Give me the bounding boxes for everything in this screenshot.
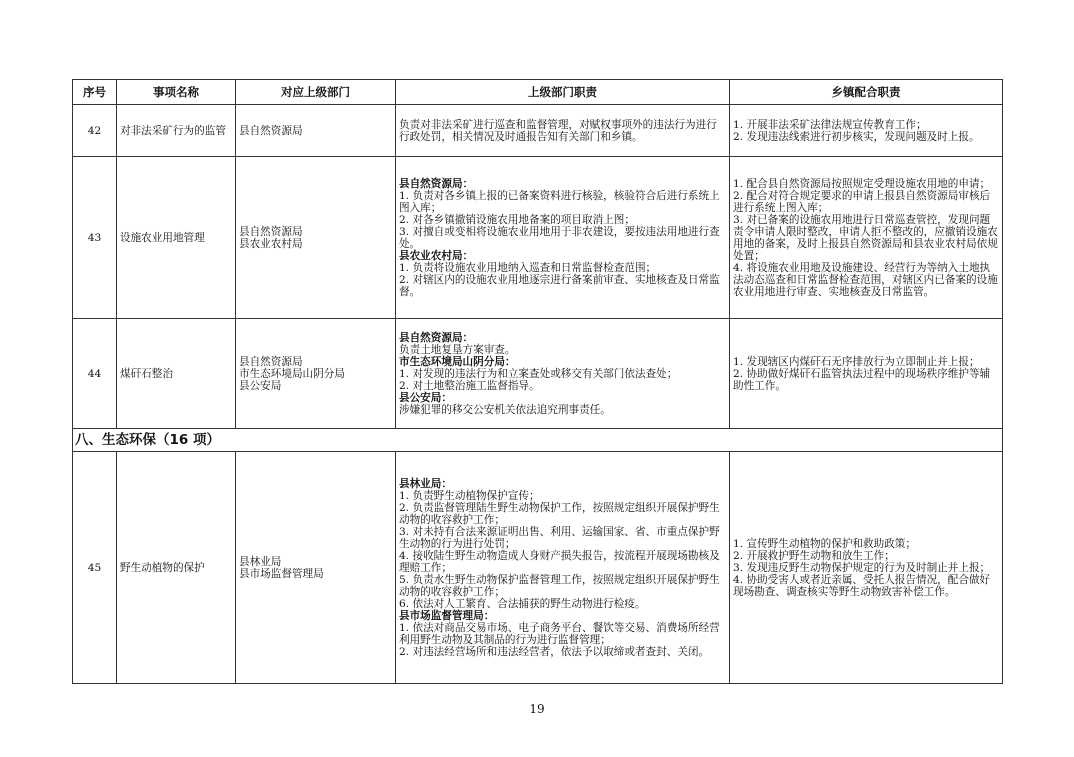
- header-duties: 上级部门职责: [396, 80, 730, 105]
- township-line: 4. 协助受害人或者近亲属、受托人报告情况，配合做好现场勘查、调查核实等野生动物致害补偿工作。: [733, 573, 991, 598]
- page-number: 19: [529, 702, 545, 716]
- cell-duties: [396, 157, 730, 319]
- header-item-name: 事项名称: [117, 80, 236, 105]
- duty-line: 涉嫌犯罪的移交公安机关依法追究刑事责任。: [399, 403, 611, 416]
- duty-dept-heading: 市生态环境局山阴分局：: [399, 355, 516, 368]
- duty-dept-heading: 县公安局：: [399, 391, 452, 404]
- duty-dept-heading: 县自然资源局：: [399, 331, 474, 344]
- cell-township: [730, 157, 1003, 319]
- header-township: 乡镇配合职责: [730, 80, 1003, 105]
- cell-no: 42: [73, 105, 117, 157]
- duty-line: 1. 负责将设施农业用地纳入巡查和日常监督检查范围；: [399, 261, 657, 274]
- township-line: 2. 协助做好煤矸石监管执法过程中的现场秩序维护等辅助性工作。: [733, 367, 991, 392]
- duty-line: 2. 对违法经营场所和违法经营者，依法予以取缔或者查封、关闭。: [399, 645, 710, 658]
- header-dept: 对应上级部门: [236, 80, 396, 105]
- cell-dept: [236, 452, 396, 684]
- duty-line: 6. 依法对人工繁育、合法捕获的野生动物进行检疫。: [399, 597, 646, 610]
- duty-line: 1. 负责对各乡镇上报的已备案资料进行核验，核验符合后进行系统上图入库；: [399, 189, 720, 214]
- township-line: 3. 对已备案的设施农用地进行日常巡查管控，发现问题责令申请人限时整改，申请人拒不整改的，应撤销设施农用地的备案，及时上报县自然资源局和县农业农村局依规处置；: [733, 213, 998, 262]
- duty-line: 2. 负责监督管理陆生野生动物保护工作，按照规定组织开展保护野生动物的收容救护工作；: [399, 501, 720, 526]
- responsibility-table: [72, 79, 1003, 684]
- table-row: [73, 319, 1003, 429]
- duty-dept-heading: 县农业农村局：: [399, 249, 474, 262]
- duty-line: 4. 接收陆生野生动物造成人身财产损失报告，按流程开展现场勘核及理赔工作；: [399, 549, 720, 574]
- dept-name: 县林业局: [239, 555, 282, 568]
- dept-name: 县市场监督管理局: [239, 567, 324, 580]
- duty-line: 负责土地复垦方案审查。: [399, 343, 516, 356]
- township-line: 2. 发现违法线索进行初步核实，发现问题及时上报。: [733, 130, 980, 143]
- duty-line: 负责对非法采矿进行巡查和监督管理，对赋权事项外的违法行为进行行政处罚，相关情况及时通报告知有关部门和乡镇。: [399, 118, 717, 143]
- section-body: [73, 429, 1003, 452]
- cell-duties: [396, 452, 730, 684]
- cell-item-name: 野生动植物的保护: [117, 452, 236, 684]
- duty-line: 2. 对各乡镇撤销设施农用地备案的项目取消上图；: [399, 213, 635, 226]
- duty-line: 3. 对未持有合法来源证明出售、利用、运输国家、省、市重点保护野生动物的行为进行处罚；: [399, 525, 720, 550]
- township-line: 4. 将设施农业用地及设施建设、经营行为等纳入土地执法动态巡查和日常监督检查范围，对辖区内已备案的设施农业用地进行审查、实地核查及日常监管。: [733, 261, 998, 298]
- duty-line: 2. 对辖区内的设施农业用地逐宗进行备案前审查、实地核查及日常监督。: [399, 273, 720, 298]
- cell-no: 45: [73, 452, 117, 684]
- cell-no: 44: [73, 319, 117, 429]
- duty-line: 1. 负责野生动植物保护宣传；: [399, 489, 540, 502]
- cell-dept: [236, 319, 396, 429]
- table-body-after: [73, 452, 1003, 684]
- township-line: 2. 配合对符合规定要求的申请上报县自然资源局审核后进行系统上图入库；: [733, 189, 991, 214]
- table-body: [73, 105, 1003, 429]
- dept-name: 县自然资源局: [239, 225, 303, 238]
- cell-township: [730, 105, 1003, 157]
- dept-name: 县自然资源局: [239, 124, 303, 137]
- duty-line: 1. 对发现的违法行为和立案查处或移交有关部门依法查处；: [399, 367, 678, 380]
- table-row: [73, 157, 1003, 319]
- township-line: 1. 开展非法采矿法律法规宣传教育工作；: [733, 118, 927, 131]
- dept-name: 县公安局: [239, 379, 282, 392]
- cell-duties: [396, 319, 730, 429]
- township-line: 2. 开展救护野生动物和放生工作；: [733, 549, 895, 562]
- duty-line: 3. 对擅自或变相将设施农业用地用于非农建设，要按违法用地进行查处。: [399, 225, 720, 250]
- township-line: 1. 配合县自然资源局按照规定受理设施农用地的申请；: [733, 177, 991, 190]
- cell-no: 43: [73, 157, 117, 319]
- township-line: 1. 发现辖区内煤矸石无序排放行为立即制止并上报；: [733, 355, 980, 368]
- header-no: 序号: [73, 80, 117, 105]
- dept-name: 县自然资源局: [239, 355, 303, 368]
- duty-line: 2. 对土地整治施工监督指导。: [399, 379, 540, 392]
- cell-dept: [236, 105, 396, 157]
- dept-name: 县农业农村局: [239, 237, 303, 250]
- duty-dept-heading: 县林业局：: [399, 477, 452, 490]
- township-line: 1. 宣传野生动植物的保护和救助政策；: [733, 537, 916, 550]
- section-title: 八、生态环保（16 项）: [73, 429, 1003, 452]
- cell-township: [730, 452, 1003, 684]
- cell-item-name: 煤矸石整治: [117, 319, 236, 429]
- section-row: [73, 429, 1003, 452]
- cell-item-name: 设施农业用地管理: [117, 157, 236, 319]
- cell-duties: [396, 105, 730, 157]
- duty-dept-heading: 县市场监督管理局：: [399, 609, 495, 622]
- dept-name: 市生态环境局山阴分局: [239, 367, 345, 380]
- duty-dept-heading: 县自然资源局：: [399, 177, 474, 190]
- cell-item-name: 对非法采矿行为的监管: [117, 105, 236, 157]
- cell-township: [730, 319, 1003, 429]
- township-line: 3. 发现违反野生动物保护规定的行为及时制止并上报；: [733, 561, 991, 574]
- table-row: [73, 452, 1003, 684]
- table-header-row: [73, 80, 1003, 105]
- duty-line: 5. 负责水生野生动物保护监督管理工作，按照规定组织开展保护野生动物的收容救护工作；: [399, 573, 720, 598]
- table-row: [73, 105, 1003, 157]
- duty-line: 1. 依法对商品交易市场、电子商务平台、餐饮等交易、消费场所经营利用野生动物及其制品的行为进行监督管理；: [399, 621, 720, 646]
- cell-dept: [236, 157, 396, 319]
